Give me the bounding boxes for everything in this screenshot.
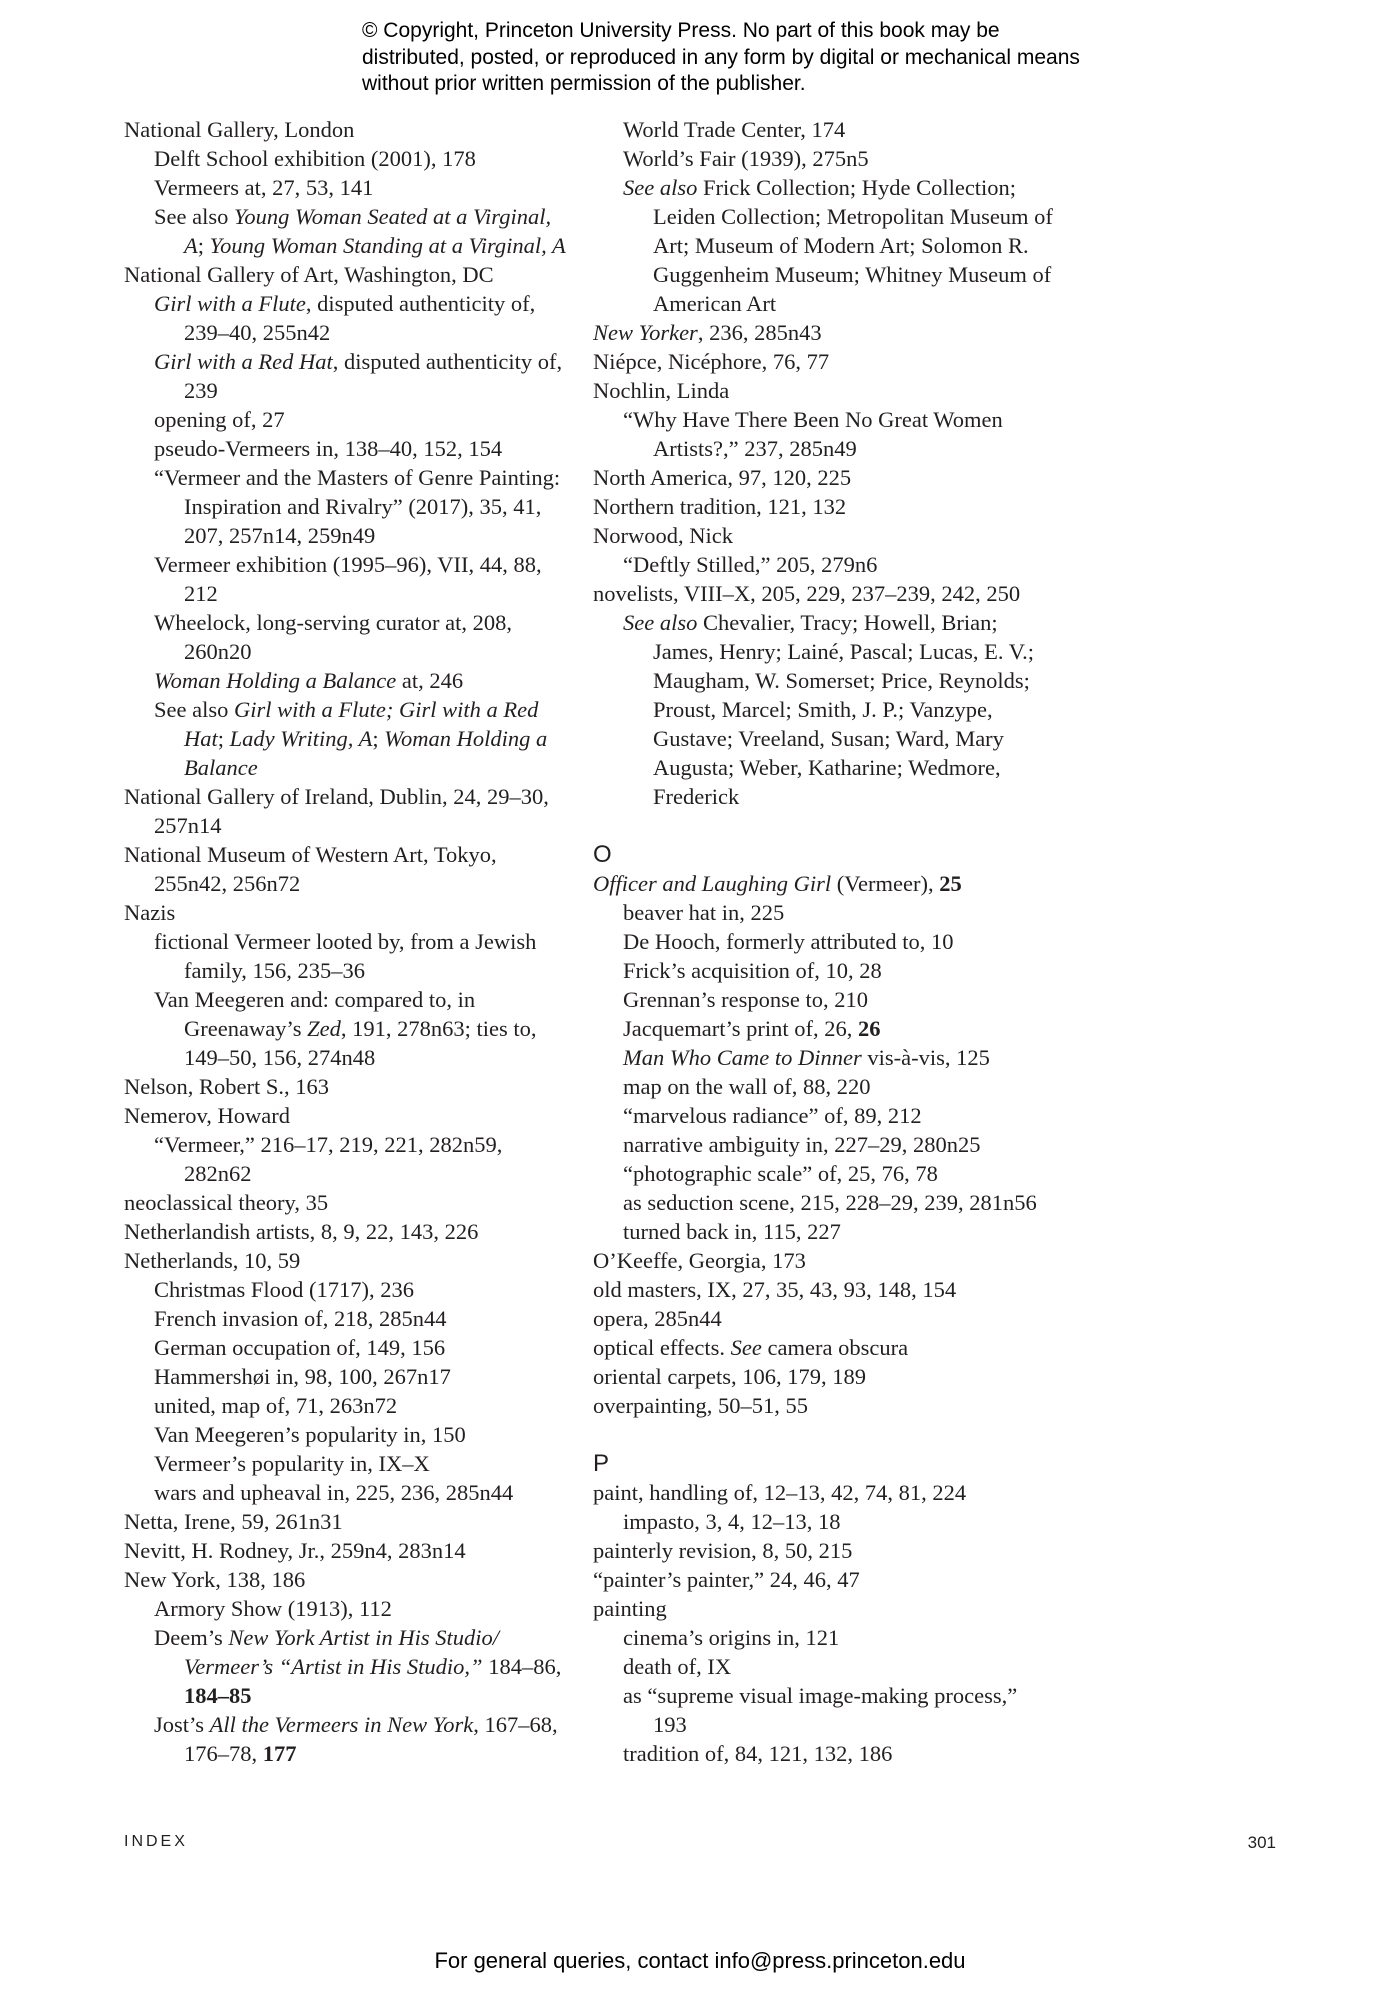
index-text: Vermeers at, 27, 53, 141 [154, 175, 374, 200]
index-entry [593, 318, 1053, 347]
index-text: Northern tradition, 121, 132 [593, 494, 847, 519]
index-text: Frick’s acquisition of, 10, 28 [623, 958, 882, 983]
index-subentry [124, 666, 569, 695]
index-text: overpainting, 50–51, 55 [593, 1393, 808, 1418]
index-entry [124, 1246, 569, 1275]
index-subentry [124, 1594, 569, 1623]
index-text: camera obscura [761, 1335, 909, 1360]
index-entry [124, 1507, 569, 1536]
index-italic-text: Zed [307, 1016, 341, 1041]
index-text: painterly revision, 8, 50, 215 [593, 1538, 853, 1563]
index-column-left [124, 115, 569, 1768]
index-subentry [593, 1217, 1053, 1246]
index-subentry [593, 985, 1053, 1014]
index-entry [593, 521, 1053, 550]
index-text: National Gallery of Ireland, Dublin, 24, 29–30, 257n14 [124, 784, 549, 838]
index-italic-text: Girl with a Flute [154, 291, 306, 316]
index-entry [124, 260, 569, 289]
index-text: at, 246 [396, 668, 464, 693]
index-text: “painter’s painter,” 24, 46, 47 [593, 1567, 860, 1592]
index-entry [124, 898, 569, 927]
index-text: Deem’s [154, 1625, 229, 1650]
index-subentry [124, 695, 569, 782]
index-subentry [124, 1333, 569, 1362]
index-subentry [124, 463, 569, 550]
index-text: Grennan’s response to, 210 [623, 987, 868, 1012]
index-subentry [124, 347, 569, 405]
index-subentry [593, 1014, 1053, 1043]
index-text: “marvelous radiance” of, 89, 212 [623, 1103, 922, 1128]
index-text: ; [217, 726, 230, 751]
index-text: Nelson, Robert S., 163 [124, 1074, 329, 1099]
index-text: Delft School exhibition (2001), 178 [154, 146, 476, 171]
index-subentry [593, 550, 1053, 579]
index-subentry [593, 144, 1053, 173]
index-italic-text: Girl with a Red Hat [154, 349, 333, 374]
index-entry [593, 492, 1053, 521]
index-text: Chevalier, Tracy; Howell, Brian; James, Henry; Lainé, Pascal; Lucas, E. V.; Maugham, W. Somerset; Price, Reynolds; Proust, Marcel; Smith, J. P.; Vanzype, Gustave; Vreeland, Susan; Ward, Mary Augusta; Weber, Katharine; Wedmore, Frederick [653, 610, 1034, 809]
index-subentry [593, 405, 1053, 463]
index-text: opening of, 27 [154, 407, 285, 432]
index-text: , disputed authenticity of, 239–40, 255n42 [184, 291, 536, 345]
index-subentry [124, 1623, 569, 1710]
index-section-letter: O [593, 841, 612, 868]
index-text: as “supreme visual image-making process,” 193 [623, 1683, 1018, 1737]
index-text: North America, 97, 120, 225 [593, 465, 852, 490]
index-text: Wheelock, long-serving curator at, 208, 260n20 [154, 610, 513, 664]
index-text: , 167–68, 176–78, [184, 1712, 558, 1766]
index-text: French invasion of, 218, 285n44 [154, 1306, 447, 1331]
index-subentry [124, 1420, 569, 1449]
index-italic-text: All the Vermeers in New York [209, 1712, 474, 1737]
index-text: O’Keeffe, Georgia, 173 [593, 1248, 806, 1273]
index-subentry [124, 202, 569, 260]
copyright-notice: © Copyright, Princeton University Press. No part of this book may be distributed, posted, or reproduced in any form by digital or mechanical means without prior written permission of the publisher. [362, 19, 1080, 95]
index-entry [124, 782, 569, 840]
contact-notice: For general queries, contact info@press.princeton.edu [434, 1948, 966, 1973]
index-text: World Trade Center, 174 [623, 117, 846, 142]
index-subentry [124, 985, 569, 1072]
index-entry [124, 1565, 569, 1594]
index-subentry [593, 927, 1053, 956]
index-entry [124, 1072, 569, 1101]
index-entry [593, 376, 1053, 405]
index-entry [593, 1362, 1053, 1391]
index-text: Nochlin, Linda [593, 378, 730, 403]
index-text: optical effects. [593, 1335, 731, 1360]
index-text: death of, IX [623, 1654, 732, 1679]
index-italic-text: Girl with a Flute; Girl with a Red Hat [184, 697, 539, 751]
index-entry [593, 1478, 1053, 1507]
index-entry [593, 869, 1053, 898]
page-number: 301 [1247, 1833, 1276, 1852]
index-subentry [124, 1478, 569, 1507]
index-text: Netherlands, 10, 59 [124, 1248, 301, 1273]
index-text: old masters, IX, 27, 35, 43, 93, 148, 154 [593, 1277, 957, 1302]
index-subentry [124, 1391, 569, 1420]
index-italic-text: Lady Writing, A [229, 726, 373, 751]
index-text: “Deftly Stilled,” 205, 279n6 [623, 552, 878, 577]
index-text: Nevitt, H. Rodney, Jr., 259n4, 283n14 [124, 1538, 466, 1563]
index-text: , 191, 278n63; ties to, 149–50, 156, 274n48 [184, 1016, 537, 1070]
index-text: 184–86, [482, 1654, 562, 1679]
index-text: Van Meegeren and: compared to, in Greenaway’s [154, 987, 476, 1041]
index-text: united, map of, 71, 263n72 [154, 1393, 398, 1418]
index-text: “photographic scale” of, 25, 76, 78 [623, 1161, 938, 1186]
index-entry [593, 1246, 1053, 1275]
index-text: “Vermeer and the Masters of Genre Painting: Inspiration and Rivalry” (2017), 35, 41, 207, 257n14, 259n49 [154, 465, 561, 548]
index-bold-locator: 26 [857, 1016, 881, 1041]
index-section-letter: P [593, 1450, 610, 1477]
index-entry [593, 1275, 1053, 1304]
index-subentry [124, 434, 569, 463]
index-subentry [124, 1710, 569, 1768]
index-subentry [593, 1681, 1053, 1739]
index-subentry [124, 927, 569, 985]
index-text: Norwood, Nick [593, 523, 733, 548]
index-text: ; [197, 233, 210, 258]
index-subentry [124, 1362, 569, 1391]
index-text: Netta, Irene, 59, 261n31 [124, 1509, 343, 1534]
index-text: Van Meegeren’s popularity in, 150 [154, 1422, 466, 1447]
index-text: tradition of, 84, 121, 132, 186 [623, 1741, 893, 1766]
index-subentry [593, 608, 1053, 811]
index-italic-text: Officer and Laughing Girl [593, 871, 832, 896]
index-text: National Museum of Western Art, Tokyo, 255n42, 256n72 [124, 842, 497, 896]
index-text: De Hooch, formerly attributed to, 10 [623, 929, 954, 954]
index-text: Nemerov, Howard [124, 1103, 290, 1128]
index-italic-text: Woman Holding a Balance [184, 726, 548, 780]
index-entry [593, 1304, 1053, 1333]
index-italic-text: Woman Holding a Balance [154, 668, 397, 693]
index-text: See also [154, 697, 234, 722]
index-text: Netherlandish artists, 8, 9, 22, 143, 226 [124, 1219, 479, 1244]
index-text: World’s Fair (1939), 275n5 [623, 146, 869, 171]
index-subentry [593, 1623, 1053, 1652]
index-bold-locator: 184–85 [184, 1683, 252, 1708]
index-text: “Vermeer,” 216–17, 219, 221, 282n59, 282n62 [154, 1132, 503, 1186]
index-italic-text: See also [623, 610, 698, 635]
index-text: German occupation of, 149, 156 [154, 1335, 446, 1360]
index-italic-text: New Yorker [593, 320, 698, 345]
index-italic-text: See [730, 1335, 762, 1360]
index-entry [593, 1536, 1053, 1565]
index-text: as seduction scene, 215, 228–29, 239, 281n56 [623, 1190, 1037, 1215]
index-text: fictional Vermeer looted by, from a Jewish family, 156, 235–36 [154, 929, 537, 983]
index-text: See also [154, 204, 234, 229]
index-text: Nazis [124, 900, 176, 925]
index-column-right [593, 115, 1053, 1768]
index-italic-text: New York Artist in His Studio/ Vermeer’s “Artist in His Studio,” [184, 1625, 500, 1679]
index-text: Armory Show (1913), 112 [154, 1596, 392, 1621]
index-text: cinema’s origins in, 121 [623, 1625, 840, 1650]
index-subentry [124, 1304, 569, 1333]
index-subentry [593, 898, 1053, 927]
index-text: pseudo-Vermeers in, 138–40, 152, 154 [154, 436, 503, 461]
index-subentry [593, 1159, 1053, 1188]
index-subentry [124, 1130, 569, 1188]
index-text: “Why Have There Been No Great Women Artists?,” 237, 285n49 [623, 407, 1003, 461]
index-subentry [124, 405, 569, 434]
index-text: narrative ambiguity in, 227–29, 280n25 [623, 1132, 981, 1157]
index-subentry [593, 1072, 1053, 1101]
index-text: vis-à-vis, 125 [861, 1045, 990, 1070]
index-text: neoclassical theory, 35 [124, 1190, 329, 1215]
index-text: novelists, VIII–X, 205, 229, 237–239, 242, 250 [593, 581, 1021, 606]
index-subentry [593, 956, 1053, 985]
index-text: impasto, 3, 4, 12–13, 18 [623, 1509, 841, 1534]
index-bold-locator: 177 [262, 1741, 297, 1766]
index-text: beaver hat in, 225 [623, 900, 785, 925]
index-text: map on the wall of, 88, 220 [623, 1074, 871, 1099]
index-subentry [593, 1130, 1053, 1159]
index-text: Frick Collection; Hyde Collection; Leiden Collection; Metropolitan Museum of Art; Museum of Modern Art; Solomon R. Guggenheim Museum; Whitney Museum of American Art [653, 175, 1053, 316]
index-subentry [124, 173, 569, 202]
index-subentry [593, 1188, 1053, 1217]
index-italic-text: Man Who Came to Dinner [623, 1045, 862, 1070]
index-text: (Vermeer), [831, 871, 940, 896]
index-text: National Gallery, London [124, 117, 355, 142]
index-subentry [124, 608, 569, 666]
index-italic-text: Young Woman Standing at a Virginal, A [209, 233, 566, 258]
index-text: Christmas Flood (1717), 236 [154, 1277, 415, 1302]
index-text: painting [593, 1596, 667, 1621]
index-text: turned back in, 115, 227 [623, 1219, 841, 1244]
index-text: , disputed authenticity of, 239 [184, 349, 563, 403]
index-entry [593, 347, 1053, 376]
index-text: Jost’s [154, 1712, 210, 1737]
index-text: National Gallery of Art, Washington, DC [124, 262, 494, 287]
index-text: ; [372, 726, 385, 751]
index-text: oriental carpets, 106, 179, 189 [593, 1364, 867, 1389]
index-text: paint, handling of, 12–13, 42, 74, 81, 224 [593, 1480, 967, 1505]
index-entry [593, 1565, 1053, 1594]
index-text: Vermeer exhibition (1995–96), VII, 44, 88, 212 [154, 552, 542, 606]
index-entry [593, 1333, 1053, 1362]
index-italic-text: Young Woman Seated at a Virginal, A [184, 204, 552, 258]
index-subentry [593, 1507, 1053, 1536]
index-entry [124, 115, 569, 144]
index-subentry [593, 1739, 1053, 1768]
index-text: opera, 285n44 [593, 1306, 722, 1331]
index-subentry [593, 1652, 1053, 1681]
index-subentry [124, 550, 569, 608]
index-text: wars and upheaval in, 225, 236, 285n44 [154, 1480, 514, 1505]
index-entry [124, 1217, 569, 1246]
index-entry [124, 1188, 569, 1217]
index-text: Vermeer’s popularity in, IX–X [154, 1451, 430, 1476]
index-subentry [593, 115, 1053, 144]
index-entry [593, 579, 1053, 608]
index-entry [124, 1101, 569, 1130]
index-entry [593, 463, 1053, 492]
index-entry [124, 1536, 569, 1565]
index-text: Jacquemart’s print of, 26, [623, 1016, 858, 1041]
index-text: , 236, 285n43 [697, 320, 822, 345]
index-subentry [593, 173, 1053, 318]
index-subentry [124, 1275, 569, 1304]
index-italic-text: See also [623, 175, 698, 200]
index-subentry [124, 1449, 569, 1478]
index-bold-locator: 25 [939, 871, 962, 896]
index-entry [593, 1391, 1053, 1420]
index-subentry [124, 144, 569, 173]
index-text: Niépce, Nicéphore, 76, 77 [593, 349, 830, 374]
index-text: New York, 138, 186 [124, 1567, 306, 1592]
index-subentry [593, 1043, 1053, 1072]
index-text: Hammershøi in, 98, 100, 267n17 [154, 1364, 451, 1389]
index-entry [124, 840, 569, 898]
running-footer-label: INDEX [124, 1833, 188, 1850]
index-subentry [124, 289, 569, 347]
index-subentry [593, 1101, 1053, 1130]
index-entry [593, 1594, 1053, 1623]
